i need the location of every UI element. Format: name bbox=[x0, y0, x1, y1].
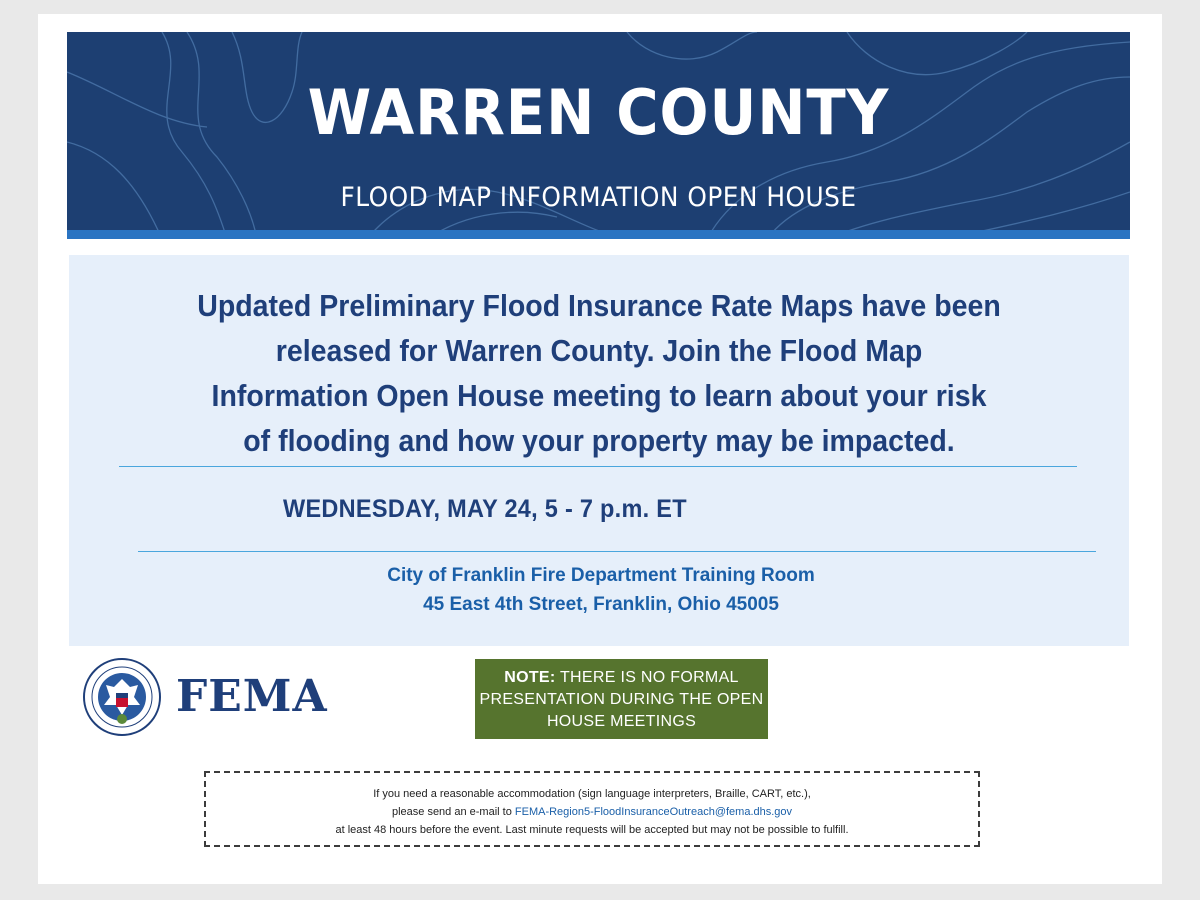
accommodation-line: please send an e-mail to bbox=[391, 806, 512, 818]
header-banner bbox=[67, 32, 1130, 239]
intro-paragraph bbox=[194, 283, 1004, 463]
county-title: WARREN COUNTY bbox=[307, 76, 890, 149]
accommodation-notice bbox=[204, 771, 980, 847]
banner-accent-rule bbox=[67, 230, 1130, 239]
divider bbox=[138, 551, 1096, 552]
dhs-seal-icon bbox=[82, 657, 162, 737]
note-box bbox=[475, 659, 768, 739]
agency-wordmark: FEMA bbox=[176, 671, 328, 722]
info-panel bbox=[69, 255, 1129, 646]
venue-name: City of Franklin Fire Department Training Room bbox=[387, 565, 815, 586]
note-prefix: NOTE: bbox=[504, 669, 556, 686]
venue-address: 45 East 4th Street, Franklin, Ohio 45005 bbox=[423, 594, 779, 615]
event-subtitle: FLOOD MAP INFORMATION OPEN HOUSE bbox=[340, 182, 857, 213]
fema-logo bbox=[82, 657, 342, 739]
note-line: PRESENTATION DURING THE OPEN bbox=[479, 691, 764, 708]
contact-email-link[interactable]: FEMA-Region5-FloodInsuranceOutreach@fema.dhs.gov bbox=[514, 806, 793, 818]
flyer-sheet bbox=[38, 14, 1162, 884]
note-line: HOUSE MEETINGS bbox=[546, 713, 697, 730]
accommodation-line: If you need a reasonable accommodation (sign language interpreters, Braille, CART, etc.), bbox=[373, 788, 811, 800]
intro-line: Updated Preliminary Flood Insurance Rate Maps have been bbox=[197, 288, 1001, 323]
venue-block bbox=[301, 561, 901, 619]
divider bbox=[119, 466, 1077, 467]
accommodation-line: at least 48 hours before the event. Last minute requests will be accepted but may not be possible to fulfill. bbox=[335, 824, 849, 836]
intro-line: released for Warren County. Join the Flood Map bbox=[275, 333, 923, 368]
intro-line: Information Open House meeting to learn about your risk bbox=[211, 378, 987, 413]
intro-line: of flooding and how your property may be impacted. bbox=[243, 423, 955, 458]
note-line: THERE IS NO FORMAL bbox=[559, 669, 739, 686]
event-date-time: WEDNESDAY, MAY 24, 5 - 7 p.m. ET bbox=[283, 495, 687, 523]
